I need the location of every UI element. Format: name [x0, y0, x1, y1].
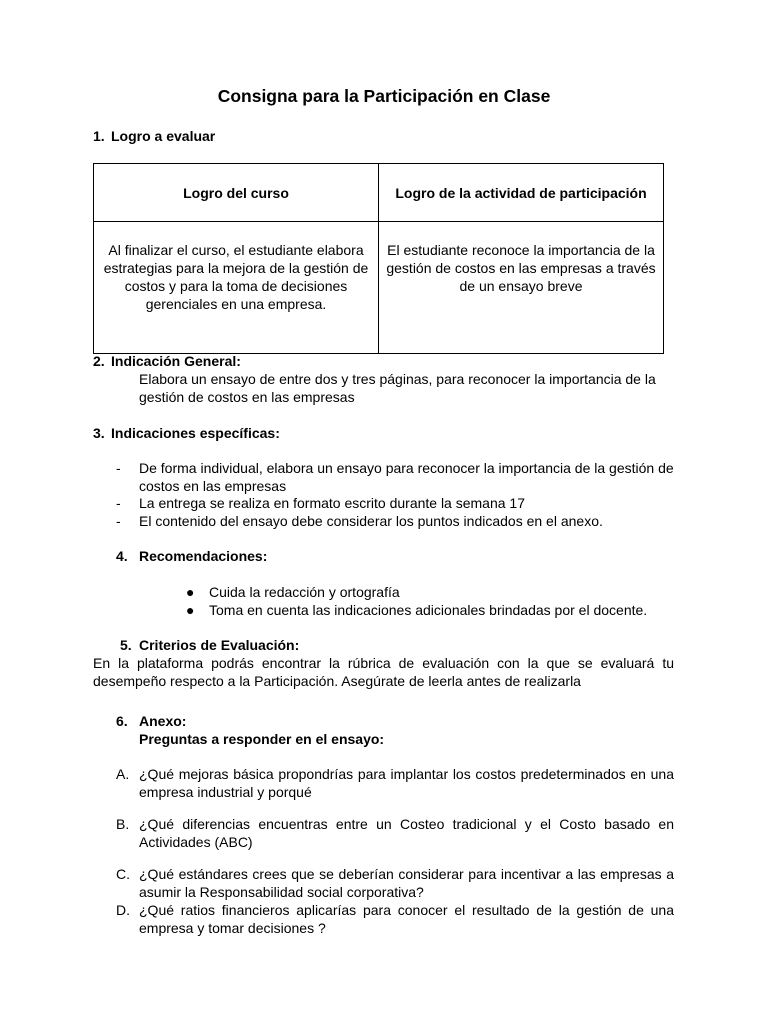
section-5-heading: Criterios de Evaluación: [139, 637, 300, 653]
list-item-line: La entrega se realiza en formato escrito durante la semana 17 [139, 495, 526, 511]
table-header-course: Logro del curso [94, 164, 379, 222]
question-line: ¿Qué diferencias encuentras entre un Costeo tradicional y el Costo basado en [139, 816, 674, 832]
section-5-number: 5. [120, 637, 132, 653]
list-item-bullet: - [116, 513, 121, 529]
list-item-line: De forma individual, elabora un ensayo para reconocer la importancia de la gestión de [139, 460, 674, 476]
cell-line: Al finalizar el curso, el estudiante elabora [108, 242, 364, 258]
section-4-number: 4. [116, 548, 128, 564]
section-2-heading: Indicación General: [111, 353, 241, 369]
list-item-bullet: - [116, 495, 121, 511]
list-item-bullet: - [116, 460, 121, 476]
section-1-heading: Logro a evaluar [111, 128, 216, 144]
section-2-text-line: Elabora un ensayo de entre dos y tres páginas, para reconocer la importancia de la [139, 371, 656, 387]
bullet-dot-icon: ● [186, 602, 195, 618]
section-6-subheading: Preguntas a responder en el ensayo: [139, 731, 385, 747]
list-item-line: El contenido del ensayo debe considerar los puntos indicados en el anexo. [139, 513, 603, 529]
question-line: ¿Qué ratios financieros aplicarías para conocer el resultado de la gestión de una [139, 902, 674, 918]
section-3-heading: Indicaciones específicas: [111, 425, 280, 441]
section-2-text-line: gestión de costos en las empresas [139, 389, 355, 405]
section-5-text-line: desempeño respecto a la Participación. Asegúrate de leerla antes de realizarla [93, 673, 581, 689]
question-letter: D. [116, 902, 130, 918]
section-2-number: 2. [93, 353, 105, 369]
logros-table [93, 163, 664, 354]
page-title: Consigna para la Participación en Clase [217, 86, 551, 106]
question-letter: C. [116, 866, 130, 882]
question-line: ¿Qué mejoras básica propondrías para implantar los costos predeterminados en una [139, 766, 674, 782]
question-line: ¿Qué estándares crees que se deberían considerar para incentivar a las empresas a [139, 866, 674, 882]
list-item-line: costos en las empresas [139, 478, 287, 494]
section-6-heading: Anexo: [139, 713, 187, 729]
question-letter: A. [116, 766, 130, 782]
section-1-number: 1. [93, 128, 105, 144]
table-cell-course [94, 222, 379, 354]
table-header-row [94, 164, 664, 222]
section-6-number: 6. [116, 713, 128, 729]
table-row [94, 222, 664, 354]
list-item-line: Toma en cuenta las indicaciones adicionales brindadas por el docente. [209, 602, 648, 618]
list-item-line: Cuida la redacción y ortografía [209, 584, 400, 600]
cell-line: gerenciales en una empresa. [145, 296, 327, 312]
section-5-text-line: En la plataforma podrás encontrar la rúbrica de evaluación con la que se evaluará tu [93, 655, 674, 671]
cell-line: estrategias para la mejora de la gestión de [103, 260, 369, 276]
cell-line: El estudiante reconoce la importancia de la [387, 242, 655, 258]
question-letter: B. [116, 816, 130, 832]
question-line: Actividades (ABC) [139, 834, 253, 850]
section-3-number: 3. [93, 425, 105, 441]
section-4-heading: Recomendaciones: [139, 548, 268, 564]
question-line: empresa y tomar decisiones ? [139, 920, 326, 936]
question-line: empresa industrial y porqué [139, 784, 312, 800]
bullet-dot-icon: ● [186, 584, 195, 600]
cell-line: de un ensayo breve [459, 278, 583, 294]
table-cell-activity [379, 222, 664, 354]
table-header-activity: Logro de la actividad de participación [379, 164, 664, 222]
cell-line: costos y para la toma de decisiones [124, 278, 348, 294]
cell-line: gestión de costos en las empresas a través [386, 260, 656, 276]
question-line: asumir la Responsabilidad social corporativa? [139, 884, 424, 900]
